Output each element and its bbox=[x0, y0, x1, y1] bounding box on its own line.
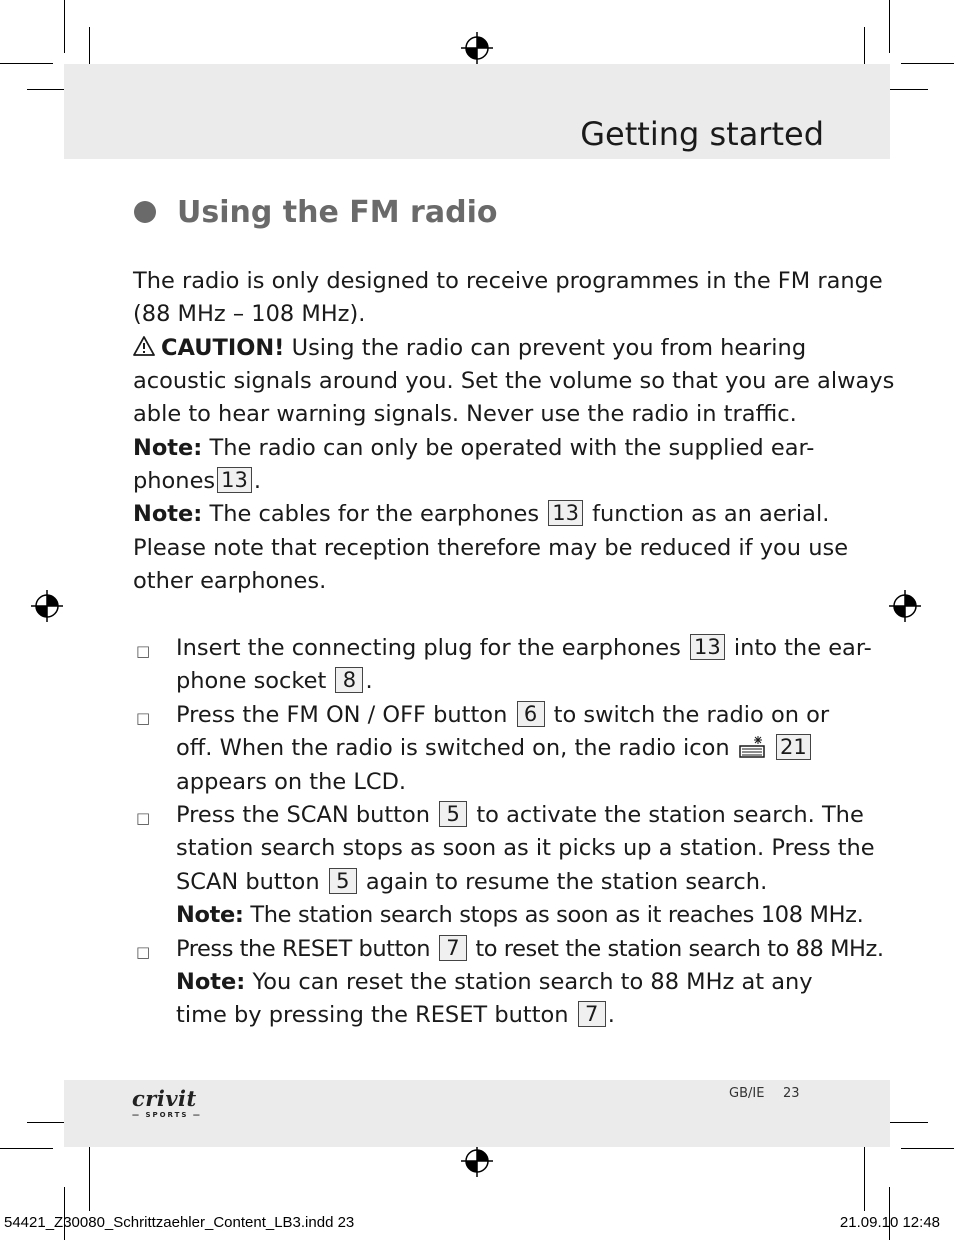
step-text: to reset the station search to 88 MHz. bbox=[475, 936, 884, 962]
note-text: . bbox=[253, 468, 262, 494]
crop-mark bbox=[0, 1148, 53, 1149]
crop-mark bbox=[901, 1148, 954, 1149]
step-text: Press the SCAN button bbox=[176, 802, 431, 828]
step-line bbox=[176, 699, 876, 732]
step-text: to switch the radio on or bbox=[553, 702, 830, 728]
part-reference: 6 bbox=[517, 701, 545, 727]
crop-mark bbox=[864, 1141, 865, 1211]
caution-label: CAUTION! bbox=[161, 335, 285, 361]
note-line: other earphones. bbox=[133, 568, 327, 594]
crop-mark bbox=[0, 63, 53, 64]
note-label: Note: bbox=[133, 501, 203, 527]
slug-filename: 54421_Z30080_Schrittzaehler_Content_LB3.indd 23 bbox=[4, 1214, 355, 1231]
step-line bbox=[176, 933, 884, 966]
step-text: Press the RESET button bbox=[176, 936, 431, 962]
part-reference: 13 bbox=[548, 500, 583, 526]
note-text: The cables for the earphones bbox=[209, 501, 540, 527]
step-line bbox=[176, 632, 876, 665]
step-text: off. When the radio is switched on, the radio icon bbox=[176, 735, 730, 761]
checkbox-bullet-icon: □ bbox=[136, 642, 151, 660]
intro-line: (88 MHz – 108 MHz). bbox=[133, 301, 366, 327]
slug-date: 21.09.10 12:48 bbox=[839, 1214, 940, 1231]
registration-mark-icon bbox=[889, 590, 921, 622]
note-text: The station search stops as soon as it reaches 108 MHz. bbox=[250, 902, 864, 928]
section-bullet bbox=[134, 201, 156, 223]
step-line: station search stops as soon as it picks up a station. Press the bbox=[176, 835, 875, 861]
step-text: . bbox=[607, 1002, 615, 1028]
step-text: time by pressing the RESET button bbox=[176, 1002, 569, 1028]
part-reference: 5 bbox=[439, 801, 467, 827]
part-reference: 7 bbox=[439, 935, 467, 961]
crop-mark bbox=[884, 1122, 928, 1123]
checkbox-bullet-icon: □ bbox=[136, 943, 151, 961]
note-line bbox=[133, 498, 833, 531]
part-reference: 8 bbox=[335, 667, 363, 693]
crop-mark bbox=[89, 1141, 90, 1211]
section-heading: Using the FM radio bbox=[177, 195, 498, 230]
step-text: to activate the station search. The bbox=[476, 802, 864, 828]
brand-logo-sub-text: SPORTS bbox=[145, 1111, 189, 1119]
note-label: Note: bbox=[133, 435, 203, 461]
note-label: Note: bbox=[176, 969, 246, 995]
step-text: Insert the connecting plug for the earphones bbox=[176, 635, 681, 661]
page-title: Getting started bbox=[580, 115, 824, 153]
crop-mark bbox=[884, 89, 928, 90]
step-line bbox=[176, 999, 876, 1032]
note-line bbox=[133, 432, 833, 465]
step-line bbox=[176, 732, 876, 765]
note-line: Please note that reception therefore may be reduced if you use bbox=[133, 535, 849, 561]
registration-mark-icon bbox=[31, 590, 63, 622]
step-line: appears on the LCD. bbox=[176, 769, 407, 795]
step-line bbox=[176, 799, 876, 832]
step-line bbox=[176, 665, 876, 698]
checkbox-bullet-icon: □ bbox=[136, 809, 151, 827]
page-number: 23 bbox=[783, 1086, 800, 1101]
part-reference: 21 bbox=[776, 734, 811, 760]
brand-logo: crivit bbox=[132, 1086, 197, 1111]
crop-mark bbox=[64, 0, 65, 53]
note-text: You can reset the station search to 88 MHz at any bbox=[252, 969, 813, 995]
checkbox-bullet-icon: □ bbox=[136, 709, 151, 727]
note-text: function as an aerial. bbox=[592, 501, 830, 527]
caution-line: able to hear warning signals. Never use the radio in traffic. bbox=[133, 401, 797, 427]
caution-line: acoustic signals around you. Set the volume so that you are always bbox=[133, 368, 895, 394]
step-note-line bbox=[176, 899, 876, 932]
registration-mark-icon bbox=[461, 1145, 493, 1177]
caution-text: Using the radio can prevent you from hearing bbox=[291, 335, 807, 361]
step-text: Press the FM ON / OFF button bbox=[176, 702, 508, 728]
crop-mark bbox=[889, 0, 890, 53]
registration-mark-icon bbox=[461, 32, 493, 64]
caution-line bbox=[133, 332, 833, 365]
radio-icon bbox=[739, 736, 765, 758]
note-text: The radio can only be operated with the supplied ear- bbox=[209, 435, 815, 461]
step-text: . bbox=[365, 668, 373, 694]
brand-logo-subtitle: — SPORTS — bbox=[132, 1111, 202, 1119]
part-reference: 5 bbox=[329, 868, 357, 894]
note-label: Note: bbox=[176, 902, 244, 928]
step-line bbox=[176, 866, 876, 899]
part-reference: 7 bbox=[578, 1001, 606, 1027]
note-line bbox=[133, 465, 833, 498]
step-text: again to resume the station search. bbox=[365, 869, 768, 895]
warning-triangle-icon bbox=[133, 336, 155, 356]
part-reference: 13 bbox=[690, 634, 725, 660]
step-text: SCAN button bbox=[176, 869, 320, 895]
intro-line: The radio is only designed to receive programmes in the FM range bbox=[133, 268, 883, 294]
step-note-line bbox=[176, 966, 876, 999]
step-text: phone socket bbox=[176, 668, 327, 694]
part-reference: 13 bbox=[217, 467, 252, 493]
step-text: into the ear- bbox=[733, 635, 872, 661]
crop-mark bbox=[901, 63, 954, 64]
page-language: GB/IE bbox=[729, 1086, 765, 1101]
note-text: phones bbox=[133, 468, 216, 494]
